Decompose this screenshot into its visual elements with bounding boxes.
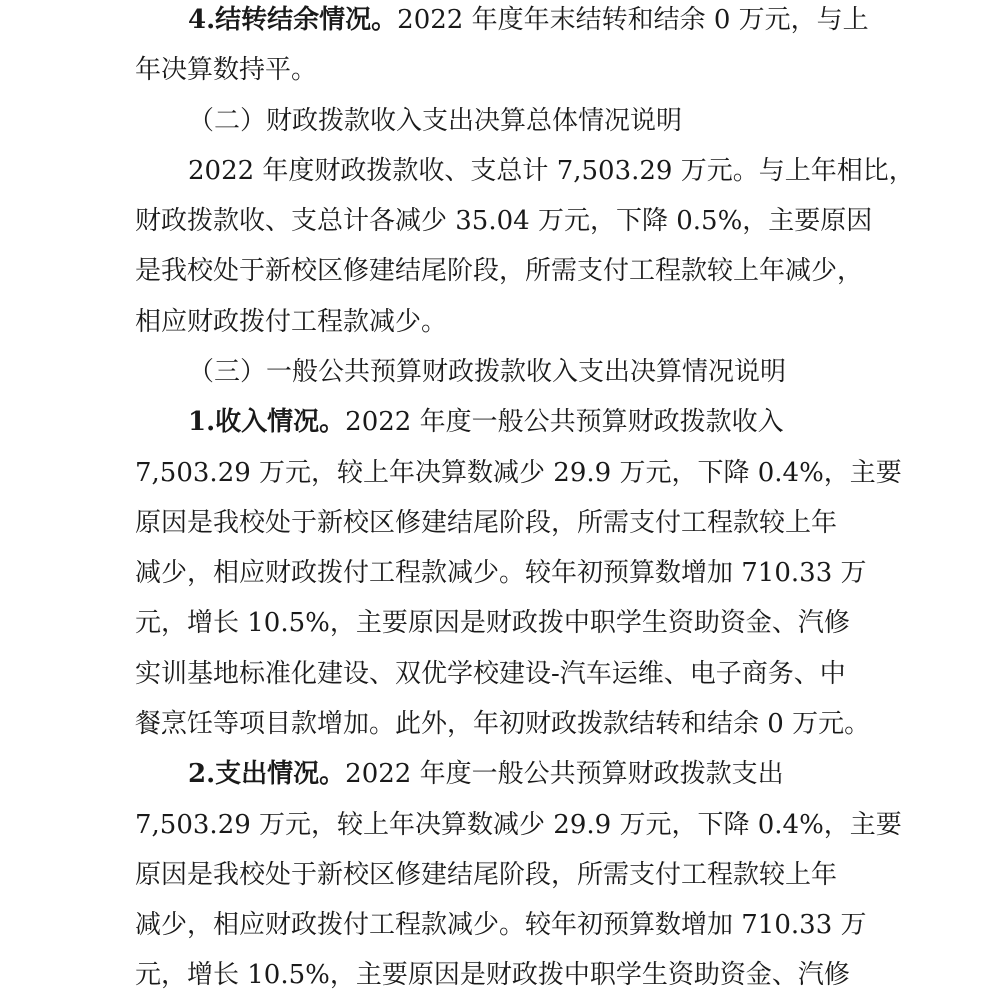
paragraph-5-line-7: 餐烹饪等项目款增加。此外，年初财政拨款结转和结余 0 万元。 <box>135 709 871 739</box>
paragraph-3-line-4: 相应财政拨付工程款减少。 <box>135 307 448 337</box>
paragraph-6-line-4: 减少，相应财政拨付工程款减少。较年初预算数增加 710.33 万 <box>135 910 867 940</box>
paragraph-6-line-5: 元，增长 10.5%，主要原因是财政拨中职学生资助资金、汽修 <box>135 960 850 990</box>
paragraph-1-line-2: 年决算数持平。 <box>135 55 318 85</box>
section-heading-3: （三）一般公共预算财政拨款收入支出决算情况说明 <box>188 357 787 387</box>
paragraph-3-line-3: 是我校处于新校区修建结尾阶段，所需支付工程款较上年减少， <box>135 256 864 286</box>
heading-income: 1.收入情况。 <box>188 407 346 437</box>
paragraph-5-line-5: 元，增长 10.5%，主要原因是财政拨中职学生资助资金、汽修 <box>135 608 850 638</box>
paragraph-6-line-3: 原因是我校处于新校区修建结尾阶段，所需支付工程款较上年 <box>135 860 838 890</box>
paragraph-5-line-1: 1.收入情况。2022 年度一般公共预算财政拨款收入 <box>188 407 784 437</box>
paragraph-5-line-6: 实训基地标准化建设、双优学校建设-汽车运维、电子商务、中 <box>135 659 846 689</box>
heading-carryover: 4.结转结余情况。 <box>188 5 398 35</box>
heading-expenditure: 2.支出情况。 <box>188 759 346 789</box>
paragraph-6-line-2: 7,503.29 万元，较上年决算数减少 29.9 万元，下降 0.4%，主要 <box>135 810 902 840</box>
paragraph-5-line-4: 减少，相应财政拨付工程款减少。较年初预算数增加 710.33 万 <box>135 558 867 588</box>
paragraph-5-line-3: 原因是我校处于新校区修建结尾阶段，所需支付工程款较上年 <box>135 508 838 538</box>
paragraph-5-line-2: 7,503.29 万元，较上年决算数减少 29.9 万元，下降 0.4%，主要 <box>135 458 902 488</box>
paragraph-3-line-2: 财政拨款收、支总计各减少 35.04 万元，下降 0.5%，主要原因 <box>135 206 873 236</box>
section-heading-2: （二）财政拨款收入支出决算总体情况说明 <box>188 106 683 136</box>
paragraph-3-line-1: 2022 年度财政拨款收、支总计 7,503.29 万元。与上年相比， <box>188 156 915 186</box>
paragraph-6-line-1: 2.支出情况。2022 年度一般公共预算财政拨款支出 <box>188 759 784 789</box>
paragraph-1-line-1: 4.结转结余情况。2022 年度年末结转和结余 0 万元，与上 <box>188 5 869 35</box>
